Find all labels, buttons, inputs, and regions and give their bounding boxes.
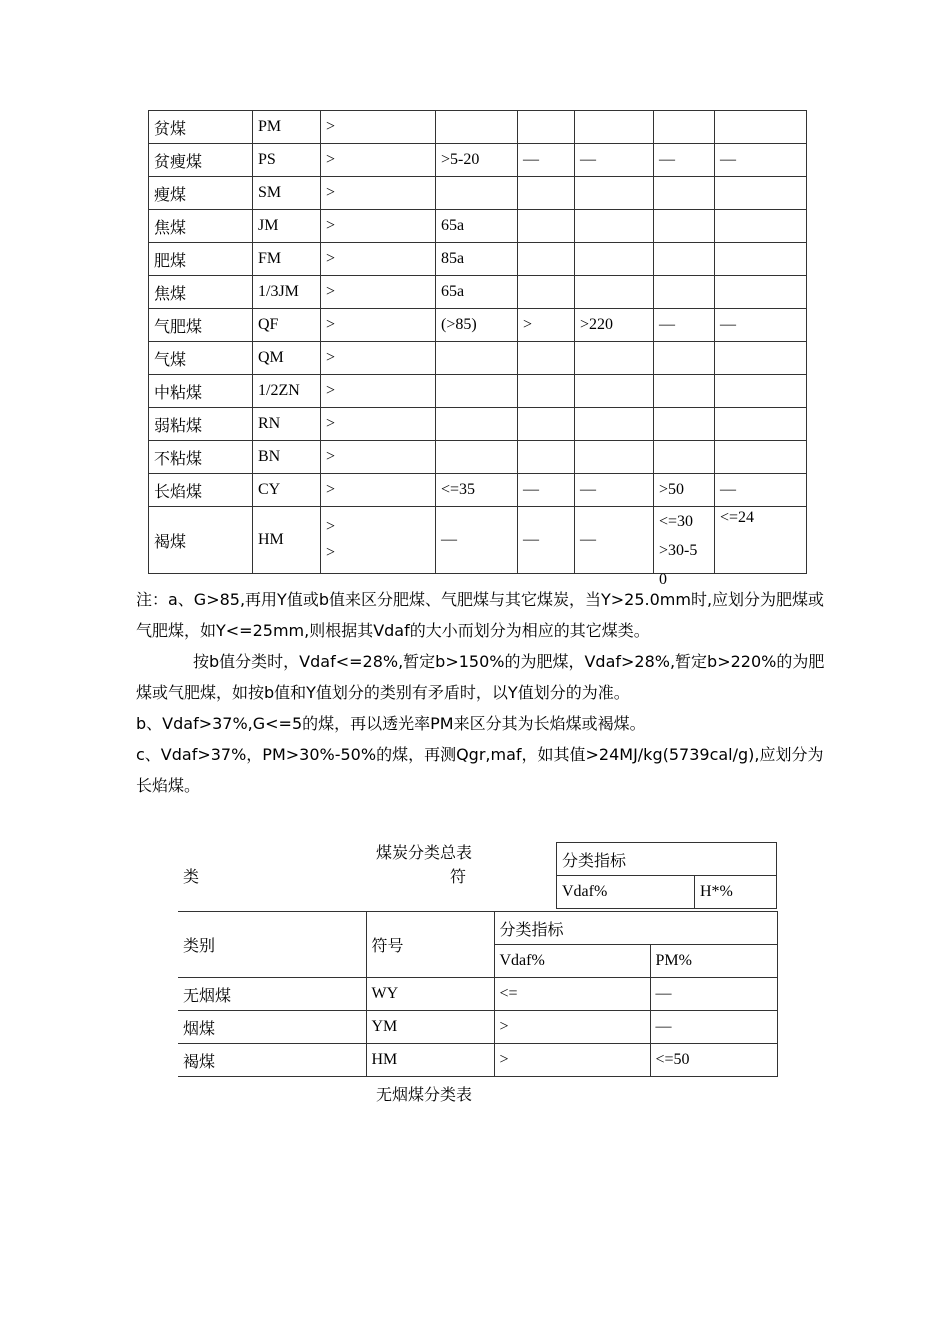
col3-cell: > xyxy=(321,276,436,309)
col6-cell xyxy=(575,177,654,210)
col4-cell xyxy=(436,342,518,375)
code-cell: CY xyxy=(253,474,321,507)
col7-cell: >50 xyxy=(654,474,715,507)
col4-cell: — xyxy=(436,507,518,574)
h-header: H*% xyxy=(695,876,777,909)
col6-cell xyxy=(575,243,654,276)
col6-cell: — xyxy=(575,474,654,507)
code-cell: 1/2ZN xyxy=(253,375,321,408)
col5-cell xyxy=(518,111,575,144)
note-a-detail: 按b值分类时，Vdaf<=28%,暂定b>150%的为肥煤，Vdaf>28%,暂定b>220%的为肥煤或气肥煤，如按b值和Y值划分的类别有矛盾时，以Y值划分的为准。 xyxy=(136,652,825,702)
col8-cell xyxy=(715,177,807,210)
pm-cell: <=50 xyxy=(650,1044,777,1077)
col7-cell xyxy=(654,243,715,276)
col4-cell xyxy=(436,408,518,441)
code-cell: PS xyxy=(253,144,321,177)
col4-cell: <=35 xyxy=(436,474,518,507)
col8-cell xyxy=(715,408,807,441)
col8-cell xyxy=(715,342,807,375)
col3-cell xyxy=(321,507,436,574)
col7-cell xyxy=(654,507,715,588)
col5-cell xyxy=(518,177,575,210)
col8-cell xyxy=(715,243,807,276)
coal-name-cell: 长焰煤 xyxy=(149,474,253,507)
symbol-header: 符号 xyxy=(366,912,494,978)
col3-cell: > xyxy=(321,441,436,474)
table-row xyxy=(178,1044,777,1077)
col5-cell xyxy=(518,210,575,243)
table-row xyxy=(178,1011,777,1044)
category-cell: 褐煤 xyxy=(178,1044,366,1077)
col7-cell xyxy=(654,441,715,474)
vdaf-cell: <= xyxy=(494,978,650,1011)
summary-classification-table xyxy=(178,911,778,1077)
table-row xyxy=(149,111,807,144)
coal-classification-table xyxy=(148,110,807,588)
col7-cell xyxy=(654,408,715,441)
col7-cell xyxy=(654,276,715,309)
col7-cell xyxy=(654,111,715,144)
col6-cell: >220 xyxy=(575,309,654,342)
coal-name-cell: 褐煤 xyxy=(149,507,253,574)
col4-cell xyxy=(436,177,518,210)
coal-name-cell: 中粘煤 xyxy=(149,375,253,408)
col7-line: >30-5 xyxy=(659,542,698,559)
col3-cell: > xyxy=(321,177,436,210)
col6-cell xyxy=(575,408,654,441)
table-row xyxy=(149,243,807,276)
anthracite-table-caption: 无烟煤分类表 xyxy=(376,1085,473,1104)
col8-cell xyxy=(715,210,807,243)
pm-header: PM% xyxy=(650,945,777,978)
col7-cell: — xyxy=(654,144,715,177)
table-row xyxy=(149,177,807,210)
col6-cell xyxy=(575,111,654,144)
col4-cell xyxy=(436,375,518,408)
col6-cell xyxy=(575,342,654,375)
table-row xyxy=(149,474,807,507)
coal-name-cell: 不粘煤 xyxy=(149,441,253,474)
col5-cell xyxy=(518,408,575,441)
col8-cell: — xyxy=(715,474,807,507)
col5-cell xyxy=(518,441,575,474)
col7-cell xyxy=(654,375,715,408)
coal-name-cell: 瘦煤 xyxy=(149,177,253,210)
col8-cell xyxy=(715,111,807,144)
col4-cell: 65a xyxy=(436,276,518,309)
table-row xyxy=(149,210,807,243)
note-c: c、Vdaf>37%，PM>30%-50%的煤，再测Qgr,maf，如其值>24MJ/kg(5739cal/g),应划分为长焰煤。 xyxy=(136,745,824,795)
col3-cell: > xyxy=(321,408,436,441)
coal-name-cell: 贫瘦煤 xyxy=(149,144,253,177)
col5-cell xyxy=(518,276,575,309)
table-row xyxy=(149,276,807,309)
col5-cell xyxy=(518,243,575,276)
symbol-cell: WY xyxy=(366,978,494,1011)
code-cell: QM xyxy=(253,342,321,375)
col6-cell: — xyxy=(575,507,654,574)
coal-name-cell: 气肥煤 xyxy=(149,309,253,342)
col3-cell: > xyxy=(321,309,436,342)
col4-cell: 85a xyxy=(436,243,518,276)
table-row xyxy=(149,375,807,408)
col8-cell: — xyxy=(715,309,807,342)
coal-name-cell: 气煤 xyxy=(149,342,253,375)
code-cell: FM xyxy=(253,243,321,276)
code-cell: QF xyxy=(253,309,321,342)
code-cell: BN xyxy=(253,441,321,474)
col5-cell: — xyxy=(518,474,575,507)
code-cell: RN xyxy=(253,408,321,441)
col5-cell xyxy=(518,342,575,375)
clipped-symbol-fragment: 符 xyxy=(450,867,467,886)
col5-cell xyxy=(518,375,575,408)
col8-cell xyxy=(715,441,807,474)
notes xyxy=(136,584,826,801)
col5-cell: — xyxy=(518,507,575,574)
col3-cell: > xyxy=(321,111,436,144)
table-row xyxy=(149,342,807,375)
col8-cell: <=24 xyxy=(715,507,807,574)
coal-name-cell: 焦煤 xyxy=(149,276,253,309)
summary-table-title: 煤炭分类总表 xyxy=(376,843,473,862)
code-cell: JM xyxy=(253,210,321,243)
col3-line: > xyxy=(326,544,336,561)
category-header: 类别 xyxy=(178,912,366,978)
col7-cell xyxy=(654,177,715,210)
category-cell: 无烟煤 xyxy=(178,978,366,1011)
col8-cell: — xyxy=(715,144,807,177)
code-cell: SM xyxy=(253,177,321,210)
col3-cell: > xyxy=(321,243,436,276)
col6-cell xyxy=(575,375,654,408)
code-cell: PM xyxy=(253,111,321,144)
coal-name-cell: 贫煤 xyxy=(149,111,253,144)
coal-name-cell: 肥煤 xyxy=(149,243,253,276)
index-header: 分类指标 xyxy=(494,912,777,945)
col5-cell: — xyxy=(518,144,575,177)
col7-cell xyxy=(654,210,715,243)
vdaf-header: Vdaf% xyxy=(557,876,695,909)
col3-cell: > xyxy=(321,474,436,507)
col7-cell: — xyxy=(654,309,715,342)
vdaf-cell: > xyxy=(494,1044,650,1077)
col4-cell: 65a xyxy=(436,210,518,243)
summary-index-header-table xyxy=(556,842,777,909)
table-row xyxy=(149,309,807,342)
col6-cell: — xyxy=(575,144,654,177)
col4-cell: >5-20 xyxy=(436,144,518,177)
code-cell: HM xyxy=(253,507,321,574)
pm-cell: — xyxy=(650,978,777,1011)
col8-cell xyxy=(715,276,807,309)
col8-cell xyxy=(715,375,807,408)
table-row xyxy=(149,441,807,474)
col6-cell xyxy=(575,276,654,309)
table-row xyxy=(149,507,807,574)
clipped-category-fragment: 类 xyxy=(183,867,200,886)
col6-cell xyxy=(575,441,654,474)
col6-cell xyxy=(575,210,654,243)
symbol-cell: YM xyxy=(366,1011,494,1044)
category-cell: 烟煤 xyxy=(178,1011,366,1044)
col4-cell: (>85) xyxy=(436,309,518,342)
col3-cell: > xyxy=(321,342,436,375)
index-header: 分类指标 xyxy=(557,843,777,876)
col3-cell: > xyxy=(321,210,436,243)
vdaf-cell: > xyxy=(494,1011,650,1044)
col7-cell xyxy=(654,342,715,375)
col7-line: <=30 xyxy=(659,513,694,530)
col3-cell: > xyxy=(321,375,436,408)
table-row xyxy=(149,408,807,441)
vdaf-header: Vdaf% xyxy=(494,945,650,978)
col3-cell: > xyxy=(321,144,436,177)
symbol-cell: HM xyxy=(366,1044,494,1077)
table-row xyxy=(178,978,777,1011)
note-b: b、Vdaf>37%,G<=5的煤，再以透光率PM来区分其为长焰煤或褐煤。 xyxy=(136,714,646,733)
col4-cell xyxy=(436,441,518,474)
col7-line: 0 xyxy=(659,571,667,588)
table-row xyxy=(149,144,807,177)
col4-cell xyxy=(436,111,518,144)
col3-line: > xyxy=(326,518,336,535)
coal-name-cell: 焦煤 xyxy=(149,210,253,243)
note-a: 注：a、G>85,再用Y值或b值来区分肥煤、气肥煤与其它煤炭，当Y>25.0mm时,应划分为肥煤或气肥煤，如Y<=25mm,则根据其Vdaf的大小而划分为相应的其它煤类。 xyxy=(136,590,825,640)
col5-cell: > xyxy=(518,309,575,342)
code-cell: 1/3JM xyxy=(253,276,321,309)
coal-name-cell: 弱粘煤 xyxy=(149,408,253,441)
pm-cell: — xyxy=(650,1011,777,1044)
